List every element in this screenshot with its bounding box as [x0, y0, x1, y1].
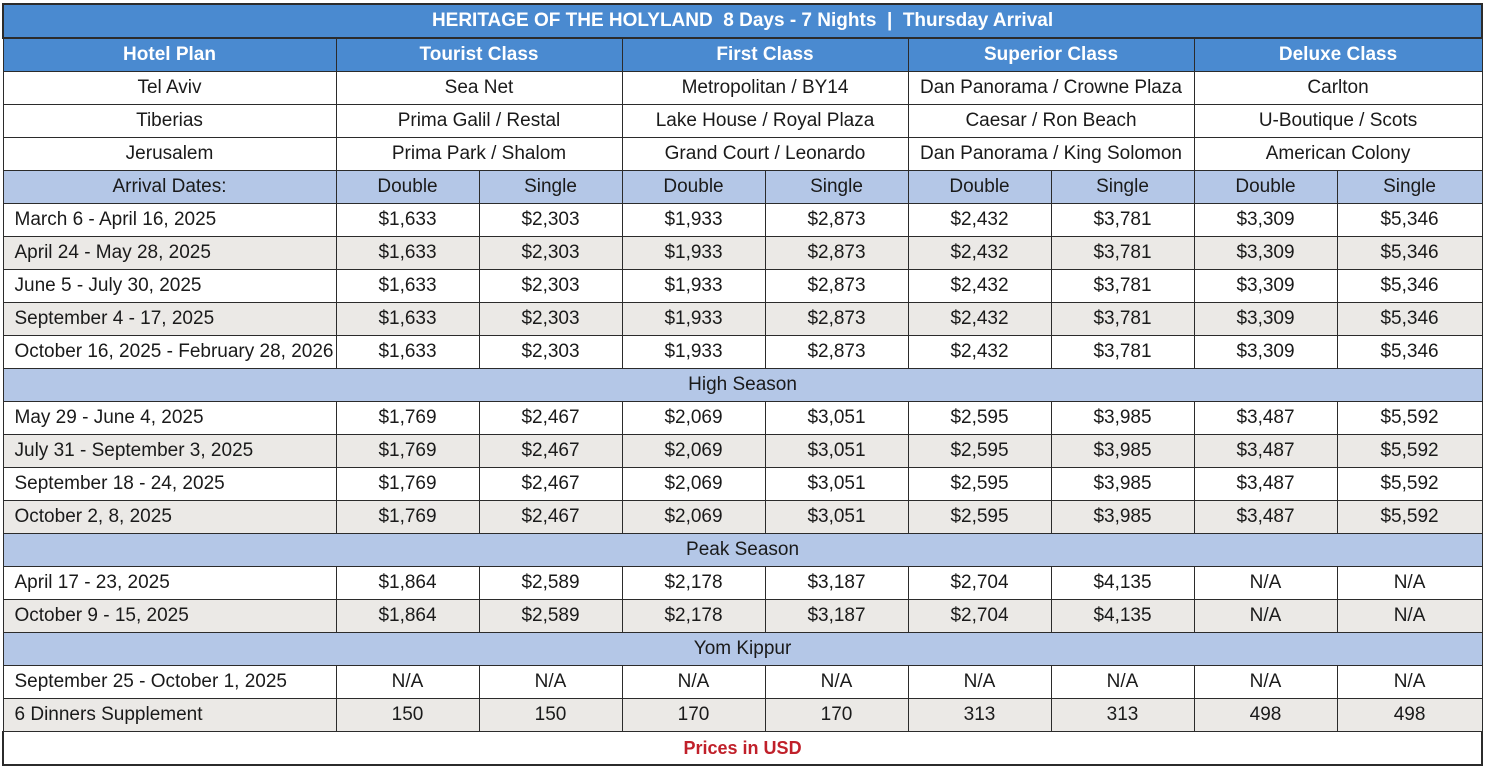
price-cell: $3,051 [765, 435, 908, 468]
price-cell: 170 [765, 699, 908, 732]
hotel-name-cell: Prima Park / Shalom [336, 138, 622, 171]
price-cell: N/A [1337, 567, 1482, 600]
price-cell: 313 [1051, 699, 1194, 732]
price-cell: N/A [1337, 666, 1482, 699]
price-cell: $5,346 [1337, 303, 1482, 336]
price-cell: N/A [1194, 600, 1337, 633]
peak-season-label: Peak Season [3, 534, 1482, 567]
hotel-name-cell: Carlton [1194, 72, 1482, 105]
date-cell: October 16, 2025 - February 28, 2026 [3, 336, 336, 369]
table-row [3, 666, 1482, 699]
price-cell: $3,985 [1051, 435, 1194, 468]
date-cell: May 29 - June 4, 2025 [3, 402, 336, 435]
price-cell: $3,985 [1051, 468, 1194, 501]
hotel-name-cell: American Colony [1194, 138, 1482, 171]
high-season-row [3, 369, 1482, 402]
price-cell: $1,633 [336, 204, 479, 237]
price-cell: $1,633 [336, 237, 479, 270]
hotel-row [3, 138, 1482, 171]
price-cell: $2,069 [622, 501, 765, 534]
hotel-name-cell: Prima Galil / Restal [336, 105, 622, 138]
price-cell: $1,769 [336, 435, 479, 468]
yom-kippur-row [3, 633, 1482, 666]
price-cell: $2,873 [765, 204, 908, 237]
prices-currency-note: Prices in USD [3, 732, 1482, 766]
price-cell: $1,933 [622, 237, 765, 270]
hotel-name-cell: Metropolitan / BY14 [622, 72, 908, 105]
price-cell: $3,187 [765, 600, 908, 633]
date-cell: September 4 - 17, 2025 [3, 303, 336, 336]
tourist-class-header: Tourist Class [336, 38, 622, 72]
price-cell: 170 [622, 699, 765, 732]
high-season-label: High Season [3, 369, 1482, 402]
price-cell: $3,309 [1194, 270, 1337, 303]
price-cell: $2,873 [765, 303, 908, 336]
table-row [3, 270, 1482, 303]
price-cell: $2,589 [479, 600, 622, 633]
price-cell: $2,467 [479, 468, 622, 501]
table-row [3, 303, 1482, 336]
single-header: Single [1337, 171, 1482, 204]
price-cell: $5,592 [1337, 402, 1482, 435]
price-cell: $4,135 [1051, 600, 1194, 633]
price-cell: $3,487 [1194, 501, 1337, 534]
price-cell: $5,346 [1337, 237, 1482, 270]
price-cell: $2,873 [765, 270, 908, 303]
price-cell: $2,303 [479, 336, 622, 369]
peak-season-row [3, 534, 1482, 567]
price-cell: $3,781 [1051, 303, 1194, 336]
table-row [3, 402, 1482, 435]
price-cell: $1,769 [336, 402, 479, 435]
arrival-subheader-row [3, 171, 1482, 204]
table-row [3, 501, 1482, 534]
city-cell: Jerusalem [3, 138, 336, 171]
hotel-row [3, 72, 1482, 105]
price-cell: $1,633 [336, 270, 479, 303]
price-cell: 150 [336, 699, 479, 732]
price-cell: $2,303 [479, 270, 622, 303]
price-cell: $4,135 [1051, 567, 1194, 600]
price-cell: $2,432 [908, 204, 1051, 237]
date-cell: October 9 - 15, 2025 [3, 600, 336, 633]
double-header: Double [336, 171, 479, 204]
price-cell: 498 [1194, 699, 1337, 732]
yom-kippur-label: Yom Kippur [3, 633, 1482, 666]
date-cell: October 2, 8, 2025 [3, 501, 336, 534]
price-cell: $2,595 [908, 435, 1051, 468]
date-cell: June 5 - July 30, 2025 [3, 270, 336, 303]
price-cell: $1,633 [336, 303, 479, 336]
price-cell: N/A [479, 666, 622, 699]
price-cell: $5,592 [1337, 468, 1482, 501]
table-row [3, 336, 1482, 369]
table-row [3, 600, 1482, 633]
hotel-name-cell: Caesar / Ron Beach [908, 105, 1194, 138]
price-cell: $3,781 [1051, 270, 1194, 303]
price-cell: $2,467 [479, 435, 622, 468]
table-row [3, 237, 1482, 270]
price-cell: $3,985 [1051, 402, 1194, 435]
double-header: Double [908, 171, 1051, 204]
price-cell: $3,309 [1194, 303, 1337, 336]
price-cell: $2,432 [908, 336, 1051, 369]
price-cell: $3,051 [765, 468, 908, 501]
price-cell: $2,704 [908, 600, 1051, 633]
price-cell: $2,467 [479, 402, 622, 435]
price-cell: $2,873 [765, 237, 908, 270]
price-cell: $5,346 [1337, 204, 1482, 237]
footer-row [3, 732, 1482, 766]
price-cell: $1,933 [622, 336, 765, 369]
price-cell: N/A [336, 666, 479, 699]
date-cell: April 17 - 23, 2025 [3, 567, 336, 600]
hotel-name-cell: Lake House / Royal Plaza [622, 105, 908, 138]
class-header-row [3, 38, 1482, 72]
hotel-plan-header: Hotel Plan [3, 38, 336, 72]
single-header: Single [479, 171, 622, 204]
price-cell: N/A [622, 666, 765, 699]
double-header: Double [622, 171, 765, 204]
date-cell: 6 Dinners Supplement [3, 699, 336, 732]
title-row [3, 4, 1482, 38]
price-cell: $5,592 [1337, 435, 1482, 468]
price-cell: $1,864 [336, 600, 479, 633]
first-class-header: First Class [622, 38, 908, 72]
price-cell: N/A [1051, 666, 1194, 699]
pricing-table-container [2, 3, 1481, 766]
price-cell: $3,051 [765, 501, 908, 534]
price-cell: $2,704 [908, 567, 1051, 600]
price-cell: $2,069 [622, 468, 765, 501]
price-cell: $1,933 [622, 270, 765, 303]
price-cell: N/A [765, 666, 908, 699]
price-cell: N/A [908, 666, 1051, 699]
table-title: HERITAGE OF THE HOLYLAND 8 Days - 7 Nights | Thursday Arrival [3, 4, 1482, 38]
price-cell: 150 [479, 699, 622, 732]
superior-class-header: Superior Class [908, 38, 1194, 72]
hotel-name-cell: Sea Net [336, 72, 622, 105]
hotel-name-cell: U-Boutique / Scots [1194, 105, 1482, 138]
price-cell: $2,432 [908, 237, 1051, 270]
price-cell: $2,303 [479, 204, 622, 237]
hotel-name-cell: Dan Panorama / Crowne Plaza [908, 72, 1194, 105]
price-cell: $3,187 [765, 567, 908, 600]
price-cell: $3,781 [1051, 204, 1194, 237]
price-cell: $1,864 [336, 567, 479, 600]
date-cell: July 31 - September 3, 2025 [3, 435, 336, 468]
price-cell: $5,346 [1337, 270, 1482, 303]
price-cell: 498 [1337, 699, 1482, 732]
price-cell: $2,595 [908, 501, 1051, 534]
price-cell: $2,303 [479, 303, 622, 336]
price-cell: $3,487 [1194, 402, 1337, 435]
price-cell: $1,933 [622, 303, 765, 336]
table-row [3, 204, 1482, 237]
single-header: Single [765, 171, 908, 204]
table-row [3, 435, 1482, 468]
price-cell: $3,309 [1194, 336, 1337, 369]
city-cell: Tel Aviv [3, 72, 336, 105]
hotel-name-cell: Grand Court / Leonardo [622, 138, 908, 171]
date-cell: September 18 - 24, 2025 [3, 468, 336, 501]
price-cell: N/A [1194, 666, 1337, 699]
price-cell: $2,069 [622, 402, 765, 435]
date-cell: September 25 - October 1, 2025 [3, 666, 336, 699]
deluxe-class-header: Deluxe Class [1194, 38, 1482, 72]
price-cell: $3,487 [1194, 435, 1337, 468]
price-cell: N/A [1337, 600, 1482, 633]
price-cell: $2,432 [908, 303, 1051, 336]
table-row [3, 699, 1482, 732]
price-cell: $1,933 [622, 204, 765, 237]
hotel-name-cell: Dan Panorama / King Solomon [908, 138, 1194, 171]
double-header: Double [1194, 171, 1337, 204]
price-cell: $3,051 [765, 402, 908, 435]
date-cell: April 24 - May 28, 2025 [3, 237, 336, 270]
price-cell: $3,309 [1194, 237, 1337, 270]
price-cell: $2,432 [908, 270, 1051, 303]
price-cell: $3,781 [1051, 336, 1194, 369]
price-cell: 313 [908, 699, 1051, 732]
price-cell: $2,589 [479, 567, 622, 600]
price-cell: $2,069 [622, 435, 765, 468]
price-cell: $5,346 [1337, 336, 1482, 369]
arrival-dates-label: Arrival Dates: [3, 171, 336, 204]
price-cell: $2,303 [479, 237, 622, 270]
price-cell: $2,595 [908, 402, 1051, 435]
price-cell: N/A [1194, 567, 1337, 600]
price-cell: $2,595 [908, 468, 1051, 501]
pricing-table [2, 3, 1483, 766]
table-row [3, 468, 1482, 501]
date-cell: March 6 - April 16, 2025 [3, 204, 336, 237]
single-header: Single [1051, 171, 1194, 204]
price-cell: $5,592 [1337, 501, 1482, 534]
hotel-row [3, 105, 1482, 138]
table-row [3, 567, 1482, 600]
city-cell: Tiberias [3, 105, 336, 138]
price-cell: $2,873 [765, 336, 908, 369]
price-cell: $3,985 [1051, 501, 1194, 534]
price-cell: $3,781 [1051, 237, 1194, 270]
price-cell: $1,769 [336, 501, 479, 534]
price-cell: $3,309 [1194, 204, 1337, 237]
price-cell: $2,178 [622, 567, 765, 600]
price-cell: $1,769 [336, 468, 479, 501]
price-cell: $2,467 [479, 501, 622, 534]
price-cell: $2,178 [622, 600, 765, 633]
price-cell: $1,633 [336, 336, 479, 369]
price-cell: $3,487 [1194, 468, 1337, 501]
